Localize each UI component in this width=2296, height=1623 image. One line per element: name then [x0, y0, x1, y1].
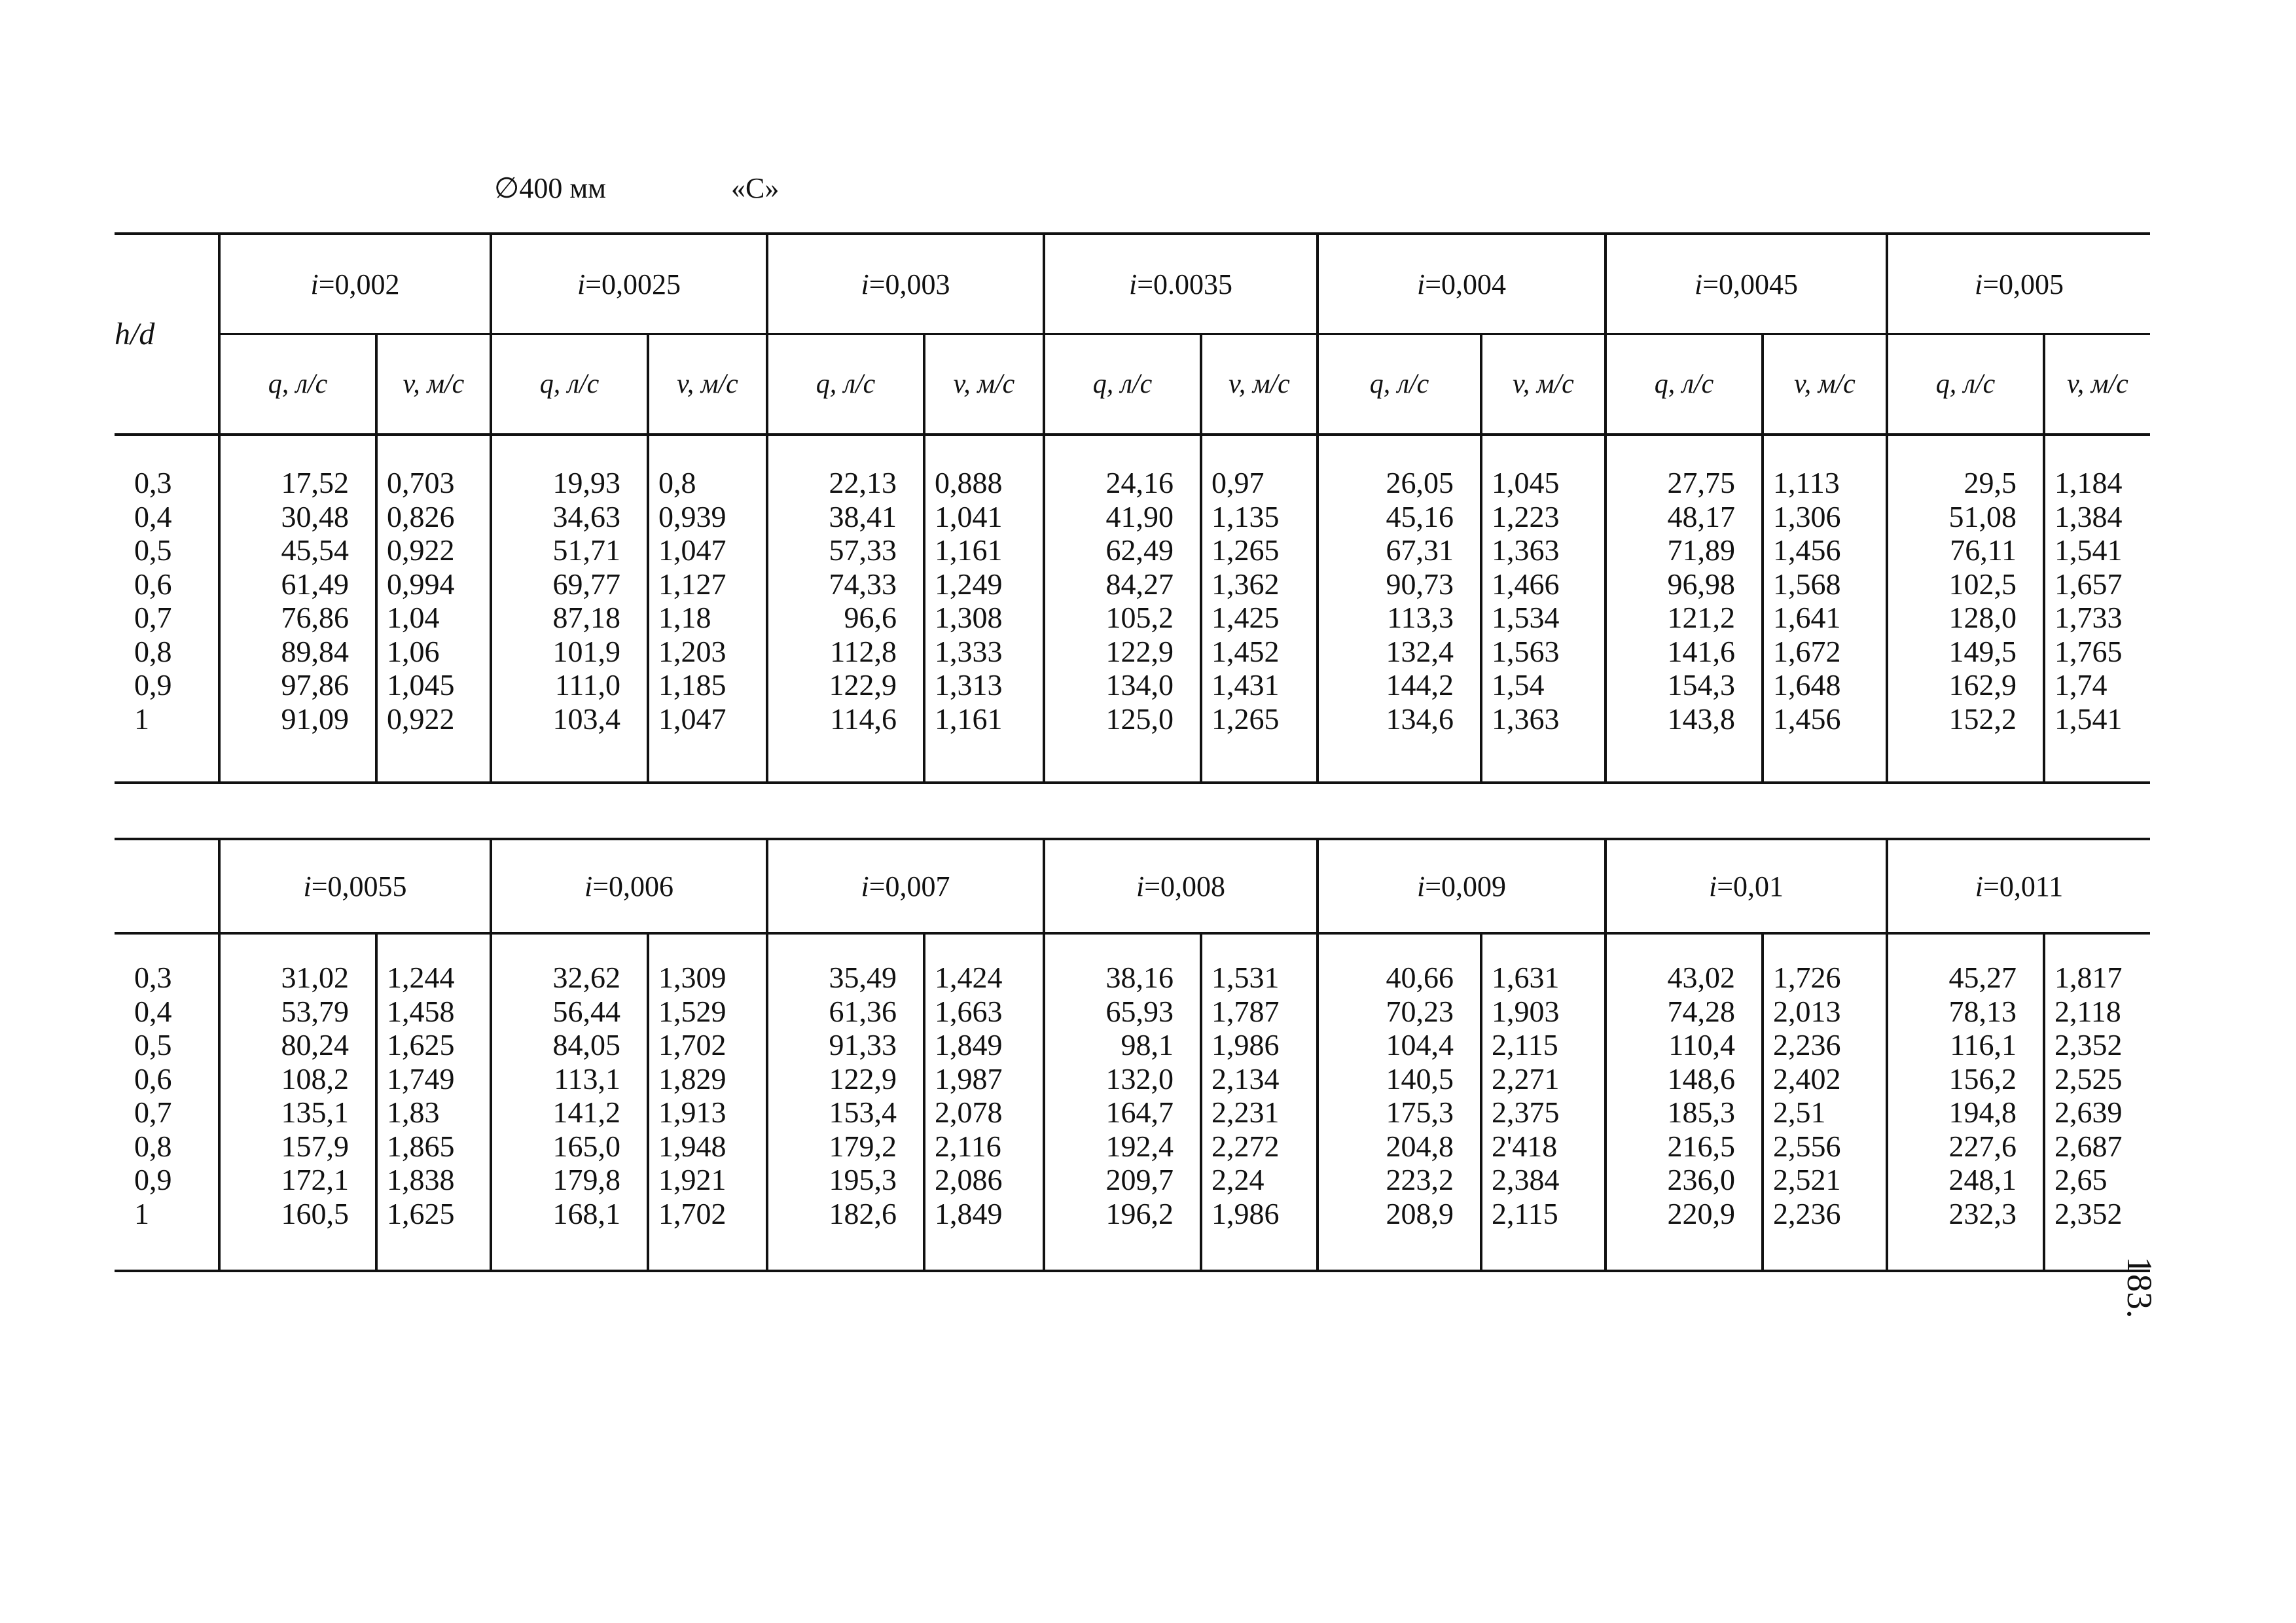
hd-column-header-empty	[115, 839, 219, 933]
slope-header: i=0,0025	[491, 234, 767, 334]
hd-values: 0,3 0,4 0,5 0,6 0,7 0,8 0,9 1	[134, 466, 172, 736]
v-column-header: v, м/с	[648, 334, 767, 435]
v-values-column: 1,113 1,306 1,456 1,568 1,641 1,672 1,648 1,456	[1763, 435, 1887, 783]
q-values-column: 17,52 30,48 45,54 61,49 76,86 89,84 97,86 91,09	[219, 435, 376, 783]
q-column-header: q, л/с	[767, 334, 924, 435]
q-column-header: q, л/с	[1044, 334, 1201, 435]
v-values-column: 1,424 1,663 1,849 1,987 2,078 2,116 2,086 1,849	[924, 933, 1044, 1271]
q-column-header: q, л/с	[491, 334, 648, 435]
v-values-column: 1,631 1,903 2,115 2,271 2,375 2'418 2,384 2,115	[1481, 933, 1605, 1271]
v-values-column: 0,8 0,939 1,047 1,127 1,18 1,203 1,185 1,047	[648, 435, 767, 783]
slope-header: i=0,009	[1318, 839, 1605, 933]
hd-values: 0,3 0,4 0,5 0,6 0,7 0,8 0,9 1	[134, 961, 172, 1230]
v-column-header: v, м/с	[1481, 334, 1605, 435]
q-values-column: 38,16 65,93 98,1 132,0 164,7 192,4 209,7 196,2	[1044, 933, 1201, 1271]
q-values-column: 22,13 38,41 57,33 74,33 96,6 112,8 122,9 114,6	[767, 435, 924, 783]
slope-header: i=0,0045	[1605, 234, 1887, 334]
slope-header: i=0,008	[1044, 839, 1318, 933]
q-values-column: 43,02 74,28 110,4 148,6 185,3 216,5 236,0 220,9	[1605, 933, 1763, 1271]
v-values-column: 1,726 2,013 2,236 2,402 2,51 2,556 2,521 2,236	[1763, 933, 1887, 1271]
flow-table-upper	[115, 232, 2150, 784]
page-number: 183.	[2120, 1257, 2159, 1319]
q-values-column: 19,93 34,63 51,71 69,77 87,18 101,9 111,0 103,4	[491, 435, 648, 783]
slope-header: i=0,011	[1887, 839, 2150, 933]
q-values-column: 29,5 51,08 76,11 102,5 128,0 149,5 162,9 152,2	[1887, 435, 2044, 783]
v-values-column: 1,309 1,529 1,702 1,829 1,913 1,948 1,921 1,702	[648, 933, 767, 1271]
pipe-diameter: ∅400 мм	[494, 172, 607, 204]
q-values-column: 35,49 61,36 91,33 122,9 153,4 179,2 195,3 182,6	[767, 933, 924, 1271]
q-values-column: 27,75 48,17 71,89 96,98 121,2 141,6 154,3 143,8	[1605, 435, 1763, 783]
slope-header: i=0,01	[1605, 839, 1887, 933]
q-values-column: 31,02 53,79 80,24 108,2 135,1 157,9 172,1 160,5	[219, 933, 376, 1271]
v-values-column: 0,97 1,135 1,265 1,362 1,425 1,452 1,431 1,265	[1201, 435, 1318, 783]
hd-column-header: h/d	[115, 317, 155, 351]
v-values-column: 0,888 1,041 1,161 1,249 1,308 1,333 1,313 1,161	[924, 435, 1044, 783]
v-column-header: v, м/с	[1201, 334, 1318, 435]
slope-header: i=0,004	[1318, 234, 1605, 334]
v-values-column: 1,817 2,118 2,352 2,525 2,639 2,687 2,65 2,352	[2044, 933, 2150, 1271]
flow-table-lower	[115, 838, 2150, 1272]
pipe-material: «С»	[731, 172, 780, 204]
slope-header: i=0,006	[491, 839, 767, 933]
q-values-column: 40,66 70,23 104,4 140,5 175,3 204,8 223,2 208,9	[1318, 933, 1481, 1271]
v-values-column: 1,045 1,223 1,363 1,466 1,534 1,563 1,54 1,363	[1481, 435, 1605, 783]
q-values-column: 26,05 45,16 67,31 90,73 113,3 132,4 144,2 134,6	[1318, 435, 1481, 783]
slope-header: i=0,007	[767, 839, 1044, 933]
q-values-column: 24,16 41,90 62,49 84,27 105,2 122,9 134,0 125,0	[1044, 435, 1201, 783]
v-column-header: v, м/с	[924, 334, 1044, 435]
table-title	[494, 171, 780, 205]
v-column-header: v, м/с	[1763, 334, 1887, 435]
slope-header: i=0.0035	[1044, 234, 1318, 334]
v-values-column: 0,703 0,826 0,922 0,994 1,04 1,06 1,045 0,922	[376, 435, 491, 783]
slope-header: i=0,0055	[219, 839, 491, 933]
slope-header: i=0,005	[1887, 234, 2150, 334]
q-column-header: q, л/с	[1605, 334, 1763, 435]
q-column-header: q, л/с	[219, 334, 376, 435]
q-values-column: 32,62 56,44 84,05 113,1 141,2 165,0 179,8 168,1	[491, 933, 648, 1271]
v-column-header: v, м/с	[2044, 334, 2150, 435]
v-values-column: 1,184 1,384 1,541 1,657 1,733 1,765 1,74 1,541	[2044, 435, 2150, 783]
q-values-column: 45,27 78,13 116,1 156,2 194,8 227,6 248,1 232,3	[1887, 933, 2044, 1271]
v-values-column: 1,531 1,787 1,986 2,134 2,231 2,272 2,24 1,986	[1201, 933, 1318, 1271]
q-column-header: q, л/с	[1887, 334, 2044, 435]
slope-header: i=0,002	[219, 234, 491, 334]
v-column-header: v, м/с	[376, 334, 491, 435]
v-values-column: 1,244 1,458 1,625 1,749 1,83 1,865 1,838 1,625	[376, 933, 491, 1271]
q-column-header: q, л/с	[1318, 334, 1481, 435]
slope-header: i=0,003	[767, 234, 1044, 334]
